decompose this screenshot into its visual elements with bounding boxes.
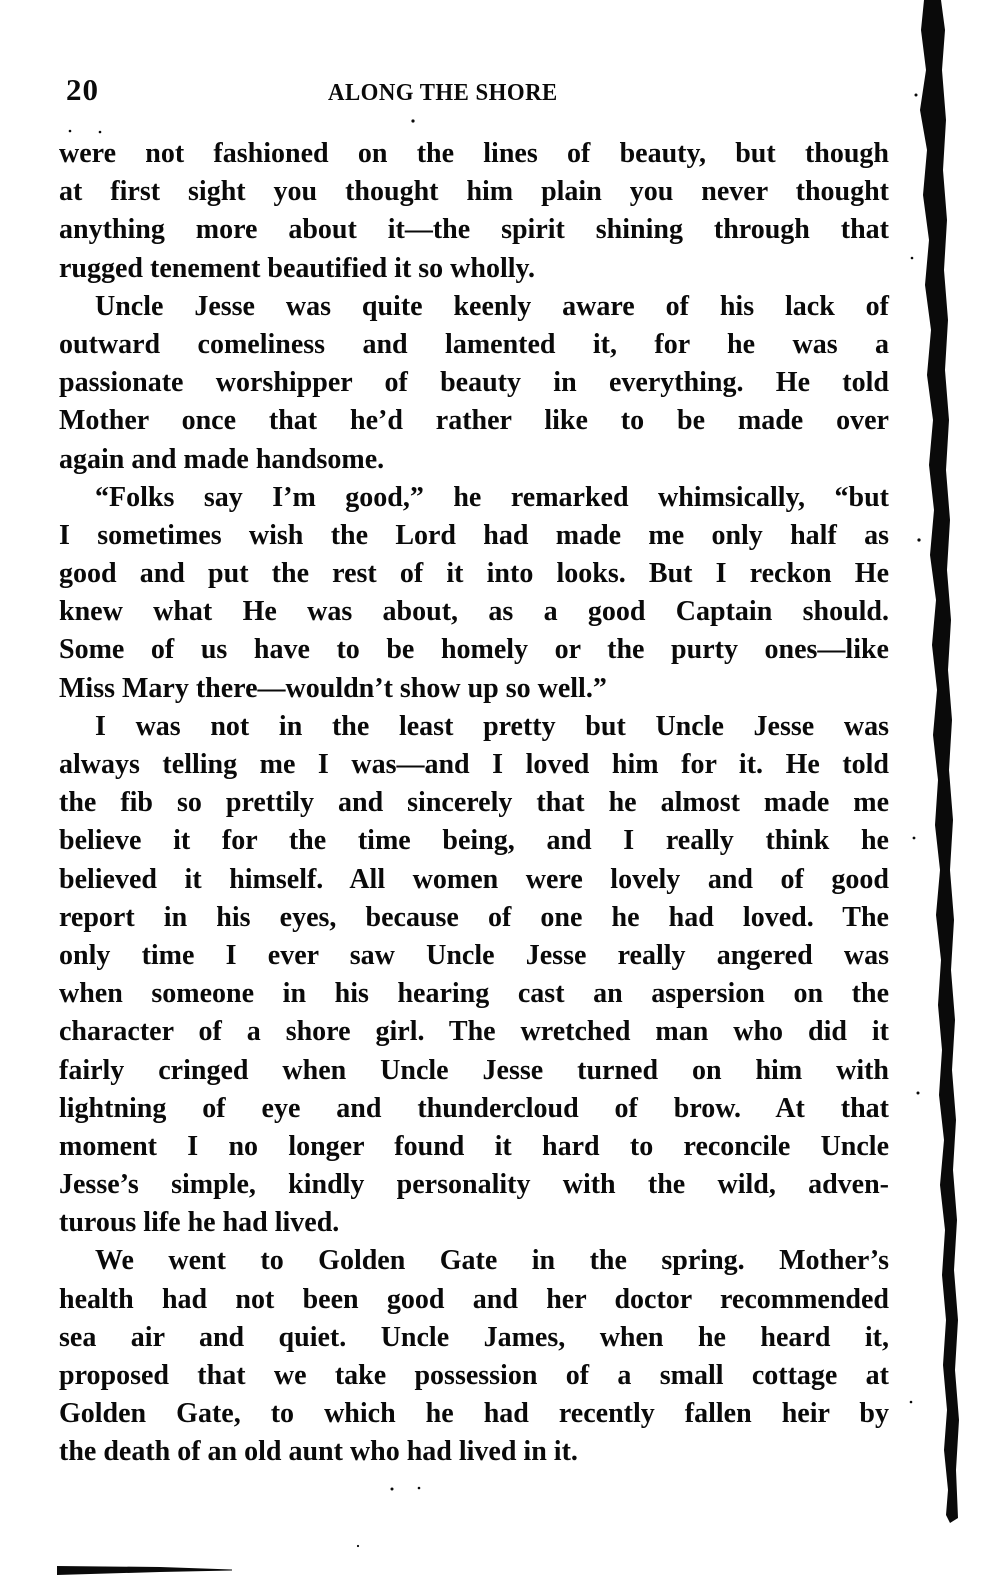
text-line: again and made handsome.: [59, 443, 385, 475]
text-line: passionate worshipper of beauty in everything. He told: [59, 367, 889, 399]
text-line: fairly cringed when Uncle Jesse turned on him with: [59, 1054, 889, 1086]
text-line: anything more about it—the spirit shining through that: [59, 214, 889, 246]
body-text: [59, 135, 889, 1472]
text-line: good and put the rest of it into looks. But I reckon He: [59, 558, 889, 590]
text-line: report in his eyes, because of one he had loved. The: [59, 901, 889, 933]
text-line: believed it himself. All women were lovely and of good: [59, 863, 889, 895]
text-line: turous life he had lived.: [59, 1207, 340, 1239]
right-edge-scan-streak: [920, 0, 959, 1523]
text-line: when someone in his hearing cast an aspersion on the: [59, 978, 889, 1010]
paragraph: [59, 708, 889, 1243]
running-head: ALONG THE SHORE: [328, 80, 558, 106]
scan-speck: [99, 131, 102, 134]
text-line: rugged tenement beautified it so wholly.: [59, 252, 535, 284]
text-line: Mother once that he’d rather like to be made over: [59, 405, 889, 437]
text-line: outward comeliness and lamented it, for he was a: [59, 328, 889, 360]
text-line: the fib so prettily and sincerely that he almost made me: [59, 787, 889, 819]
text-line: Some of us have to be homely or the purty ones—like: [59, 634, 889, 666]
text-line: Uncle Jesse was quite keenly aware of his lack of: [95, 290, 889, 322]
text-line: Miss Mary there—wouldn’t show up so well.”: [59, 672, 607, 704]
text-line: We went to Golden Gate in the spring. Mother’s: [95, 1245, 889, 1277]
scan-speck: [913, 837, 916, 840]
text-line: knew what He was about, as a good Captain should.: [59, 596, 889, 628]
scan-speck: [915, 94, 918, 97]
text-line: were not fashioned on the lines of beauty, but though: [59, 138, 889, 169]
scan-speck: [357, 1545, 359, 1547]
scan-speck: [911, 257, 914, 260]
text-line: I was not in the least pretty but Uncle Jesse was: [95, 710, 889, 742]
text-line: always telling me I was—and I loved him for it. He told: [59, 749, 889, 780]
text-line: lightning of eye and thundercloud of brow. At that: [59, 1092, 889, 1124]
text-line: Golden Gate, to which he had recently fallen heir by: [59, 1398, 889, 1430]
text-line: at first sight you thought him plain you never thought: [59, 176, 889, 208]
text-line: only time I ever saw Uncle Jesse really angered was: [59, 939, 889, 971]
text-line: believe it for the time being, and I really think he: [59, 825, 889, 857]
scan-speck: [910, 1401, 913, 1404]
text-line: sea air and quiet. Uncle James, when he heard it,: [59, 1321, 889, 1353]
paragraph: [59, 135, 889, 288]
text-line: Jesse’s simple, kindly personality with the wild, adven-: [59, 1169, 889, 1201]
scan-speck: [917, 538, 920, 541]
text-line: the death of an old aunt who had lived in it.: [59, 1436, 578, 1468]
text-line: health had not been good and her doctor recommended: [59, 1283, 889, 1315]
page-number: 20: [66, 72, 99, 107]
text-line: I sometimes wish the Lord had made me only half as: [59, 519, 889, 551]
scan-speck: [917, 1092, 920, 1095]
paragraph: [59, 1242, 889, 1471]
text-line: moment I no longer found it hard to reconcile Uncle: [59, 1130, 889, 1162]
scan-speck: [418, 1487, 421, 1490]
text-line: proposed that we take possession of a small cottage at: [59, 1360, 889, 1391]
paragraph: [59, 288, 889, 479]
scan-speck: [411, 119, 414, 122]
text-line: character of a shore girl. The wretched man who did it: [59, 1016, 889, 1048]
text-line: “Folks say I’m good,” he remarked whimsically, “but: [95, 481, 889, 513]
scan-speck: [69, 130, 72, 133]
scan-speck: [391, 1488, 394, 1491]
paragraph: [59, 479, 889, 708]
bottom-left-ink-bar: [57, 1566, 232, 1575]
